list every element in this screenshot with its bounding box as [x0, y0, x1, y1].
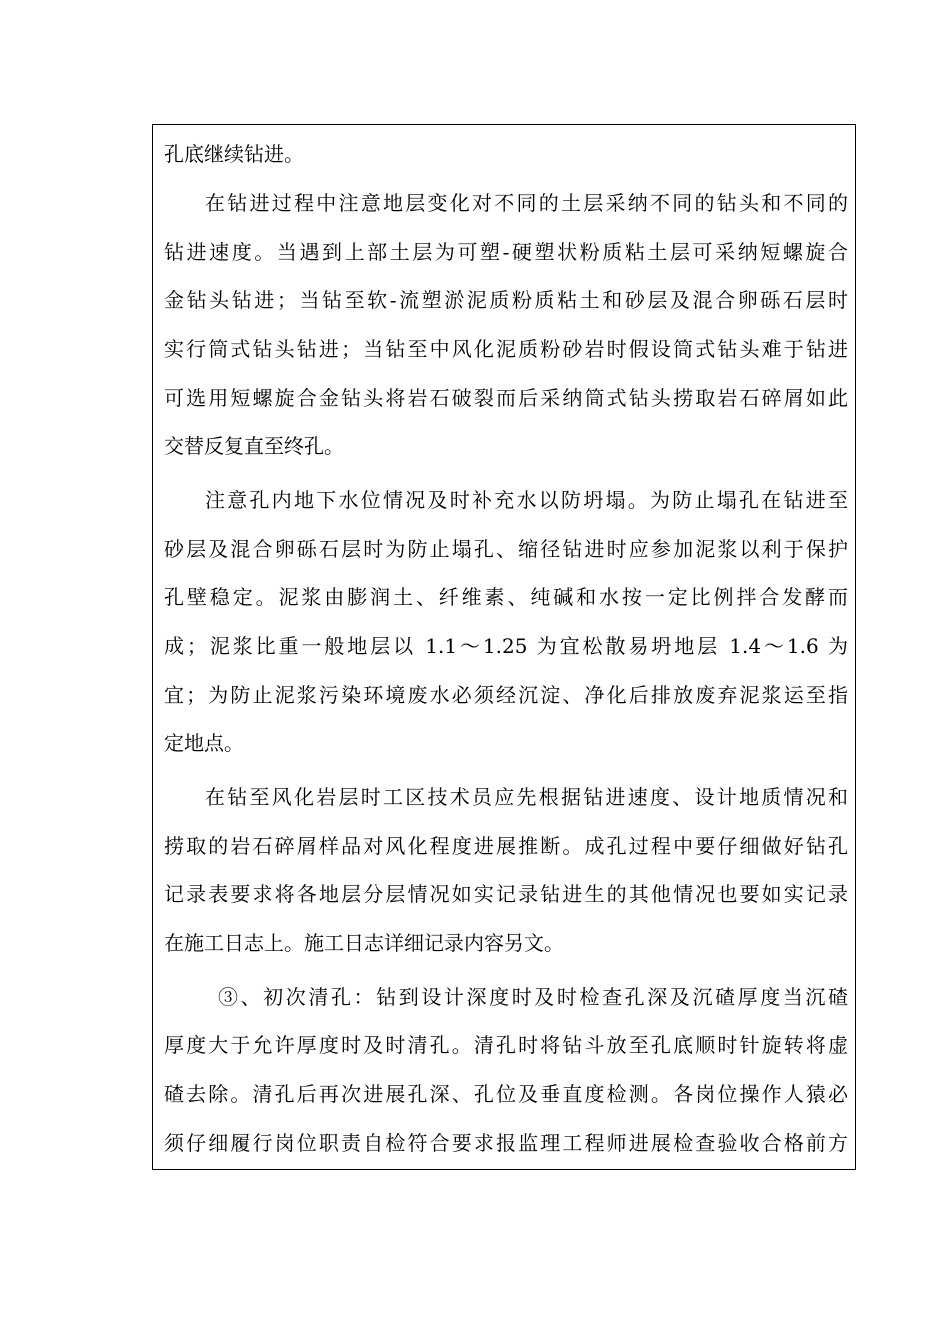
text-line: 成；泥浆比重一般地层以 1.1～1.25 为宜松散易坍地层 1.4～1.6 为 — [164, 634, 848, 658]
text-line: 可选用短螺旋合金钻头将岩石破裂而后采纳筒式钻头捞取岩石碎屑如此 — [164, 386, 848, 410]
text-line: 交替反复直至终孔。 — [164, 434, 344, 458]
paragraph-first-line: 注意孔内地下水位情况及时补充水以防坍塌。为防止塌孔在钻进至 — [205, 488, 848, 512]
text-line: 砂层及混合卵砾石层时为防止塌孔、缩径钻进时应参加泥浆以利于保护 — [164, 537, 848, 561]
text-line: 钻进速度。当遇到上部土层为可塑-硬塑状粉质粘土层可采纳短螺旋合 — [164, 240, 848, 264]
paragraph-first-line: 在钻进过程中注意地层变化对不同的土层采纳不同的钻头和不同的 — [205, 191, 848, 215]
paragraph-first-line: ③、初次清孔：钻到设计深度时及时检查孔深及沉碴厚度当沉碴 — [218, 985, 848, 1009]
text-line: 孔底继续钻进。 — [164, 142, 304, 166]
text-line: 宜；为防止泥浆污染环境废水必须经沉淀、净化后排放废弃泥浆运至指 — [164, 683, 848, 707]
paragraph-first-line: 在钻至风化岩层时工区技术员应先根据钻进速度、设计地质情况和 — [205, 785, 848, 809]
text-line: 厚度大于允许厚度时及时清孔。清孔时将钻斗放至孔底顺时针旋转将虚 — [164, 1033, 848, 1057]
text-line: 须仔细履行岗位职责自检符合要求报监理工程师进展检查验收合格前方 — [164, 1131, 848, 1155]
text-line: 定地点。 — [164, 731, 244, 755]
text-line: 在施工日志上。施工日志详细记录内容另文。 — [164, 931, 564, 955]
text-line: 捞取的岩石碎屑样品对风化程度进展推断。成孔过程中要仔细做好钻孔 — [164, 834, 848, 858]
text-line: 金钻头钻进；当钻至软-流塑淤泥质粉质粘土和砂层及混合卵砾石层时 — [164, 288, 848, 312]
text-line: 孔壁稳定。泥浆由膨润土、纤维素、纯碱和水按一定比例拌合发酵而 — [164, 585, 848, 609]
text-line: 记录表要求将各地层分层情况如实记录钻进生的其他情况也要如实记录 — [164, 882, 848, 906]
text-line: 碴去除。清孔后再次进展孔深、孔位及垂直度检测。各岗位操作人猿必 — [164, 1082, 848, 1106]
text-line: 实行筒式钻头钻进；当钻至中风化泥质粉砂岩时假设筒式钻头难于钻进 — [164, 337, 848, 361]
